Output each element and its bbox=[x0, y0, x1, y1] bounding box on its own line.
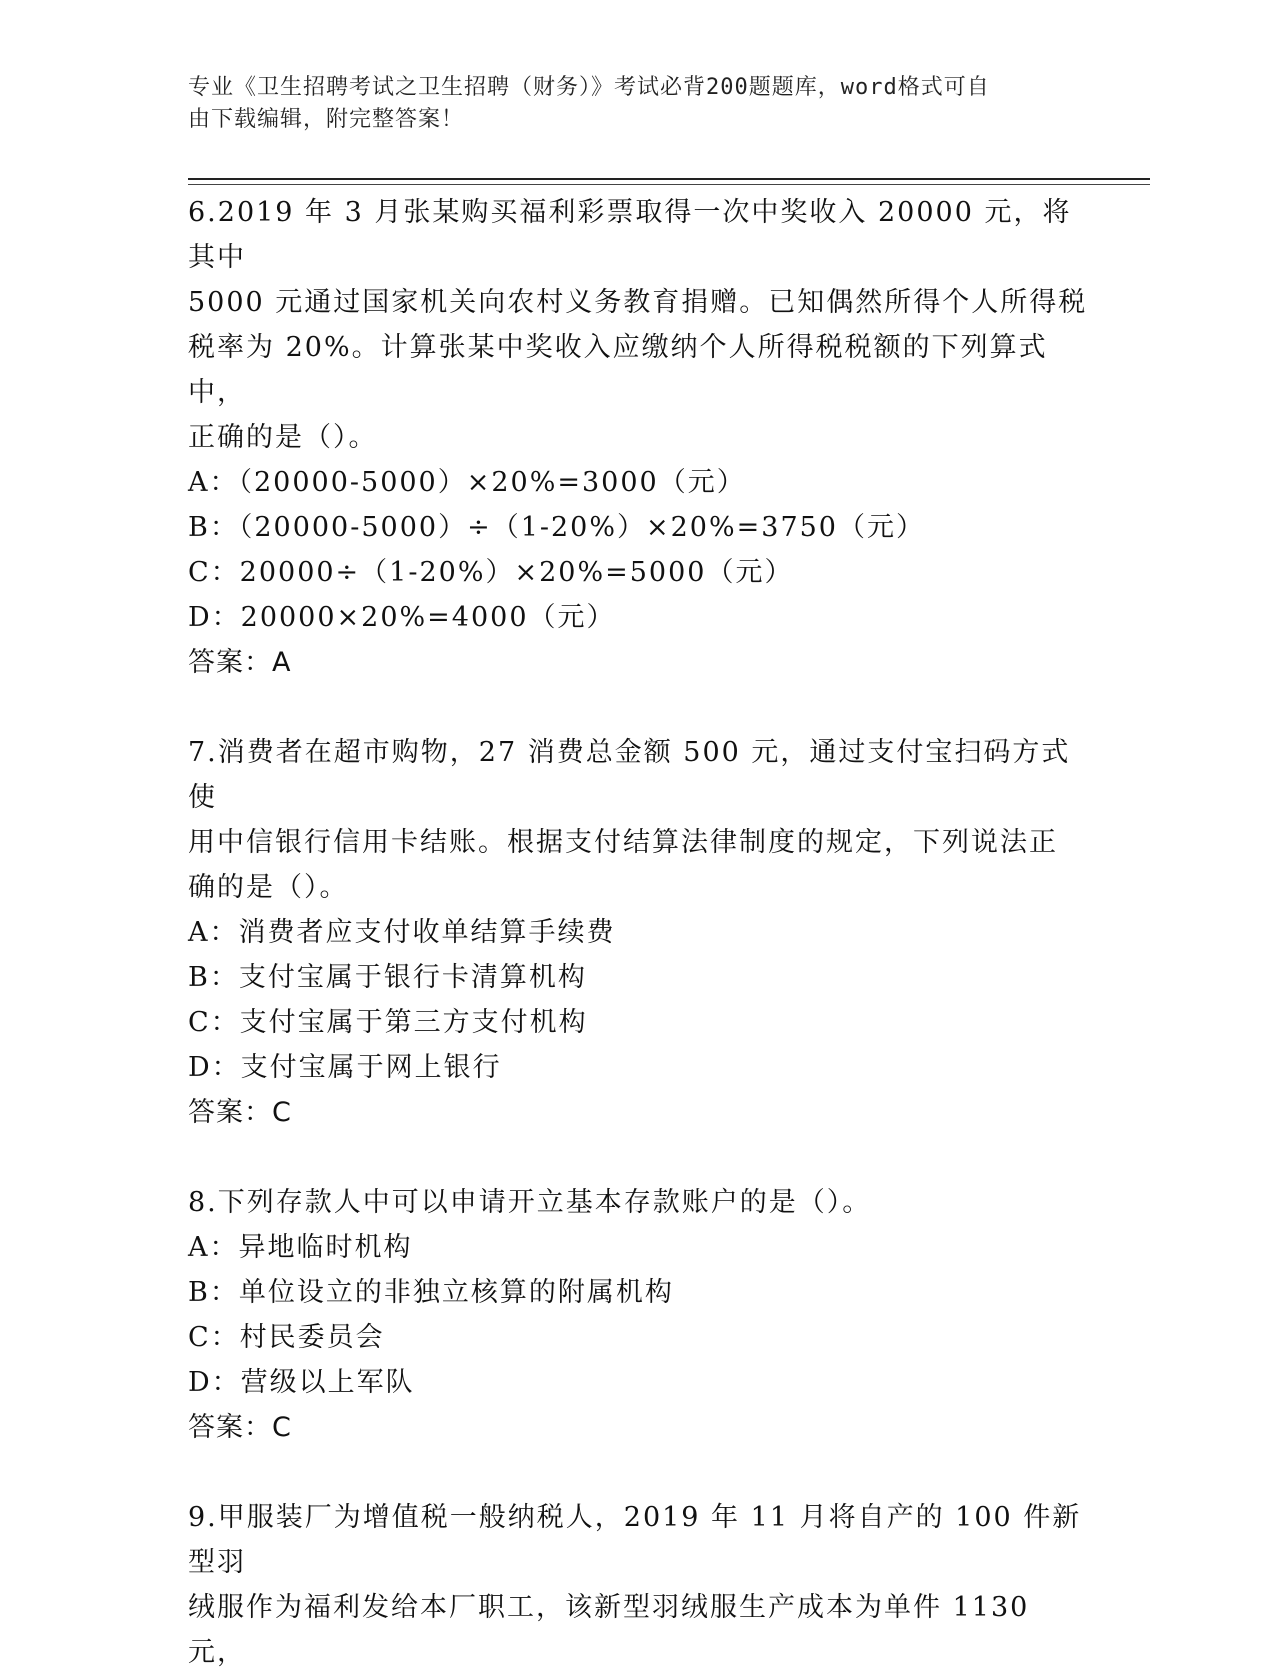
question-8 bbox=[188, 1180, 1088, 1450]
option-c: C：支付宝属于第三方支付机构 bbox=[188, 1007, 588, 1038]
question-list bbox=[188, 190, 1088, 1675]
question-stem-line: 税率为 20%。计算张某中奖收入应缴纳个人所得税税额的下列算式中， bbox=[188, 332, 1048, 408]
question-9 bbox=[188, 1495, 1088, 1675]
option-d: D：20000×20%=4000（元） bbox=[188, 602, 616, 633]
header-title-line-1: 专业《卫生招聘考试之卫生招聘（财务）》考试必背200题题库，word格式可自 bbox=[188, 75, 990, 100]
option-c: C：20000÷（1-20%）×20%=5000（元） bbox=[188, 557, 794, 588]
question-7 bbox=[188, 730, 1088, 1135]
option-c: C：村民委员会 bbox=[188, 1322, 385, 1353]
header-divider-thick bbox=[188, 178, 1150, 180]
question-stem-line: 正确的是（）。 bbox=[188, 422, 378, 453]
question-6 bbox=[188, 190, 1088, 685]
question-stem-line: 5000 元通过国家机关向农村义务教育捐赠。已知偶然所得个人所得税 bbox=[188, 287, 1088, 318]
header-divider-thin bbox=[188, 184, 1150, 185]
option-d: D：营级以上军队 bbox=[188, 1367, 415, 1398]
question-spacer bbox=[188, 1450, 1088, 1495]
answer-label: 答案：A bbox=[188, 647, 292, 678]
option-b: B：（20000-5000）÷（1-20%）×20%=3750（元） bbox=[188, 512, 925, 543]
question-stem-line: 用中信银行信用卡结账。根据支付结算法律制度的规定，下列说法正 bbox=[188, 827, 1058, 858]
option-b: B：支付宝属于银行卡清算机构 bbox=[188, 962, 587, 993]
question-stem-line: 确的是（）。 bbox=[188, 872, 349, 903]
option-b: B：单位设立的非独立核算的附属机构 bbox=[188, 1277, 674, 1308]
header-title-line-2: 由下载编辑，附完整答案！ bbox=[188, 107, 465, 132]
option-d: D：支付宝属于网上银行 bbox=[188, 1052, 502, 1083]
answer-label: 答案：C bbox=[188, 1412, 292, 1443]
question-stem-line: 9.甲服装厂为增值税一般纳税人，2019 年 11 月将自产的 100 件新型羽 bbox=[188, 1502, 1082, 1578]
question-stem-line: 8.下列存款人中可以申请开立基本存款账户的是（）。 bbox=[188, 1187, 872, 1218]
question-stem-line: 6.2019 年 3 月张某购买福利彩票取得一次中奖收入 20000 元，将其中 bbox=[188, 197, 1072, 273]
question-spacer bbox=[188, 685, 1088, 730]
question-stem-line: 7.消费者在超市购物，27 消费总金额 500 元，通过支付宝扫码方式使 bbox=[188, 737, 1071, 813]
option-a: A：消费者应支付收单结算手续费 bbox=[188, 917, 616, 948]
answer-label: 答案：C bbox=[188, 1097, 292, 1128]
question-stem-line: 绒服作为福利发给本厂职工，该新型羽绒服生产成本为单件 1130 元， bbox=[188, 1592, 1030, 1668]
document-header bbox=[188, 72, 1068, 136]
question-spacer bbox=[188, 1135, 1088, 1180]
option-a: A：（20000-5000）×20%=3000（元） bbox=[188, 467, 746, 498]
option-a: A：异地临时机构 bbox=[188, 1232, 413, 1263]
